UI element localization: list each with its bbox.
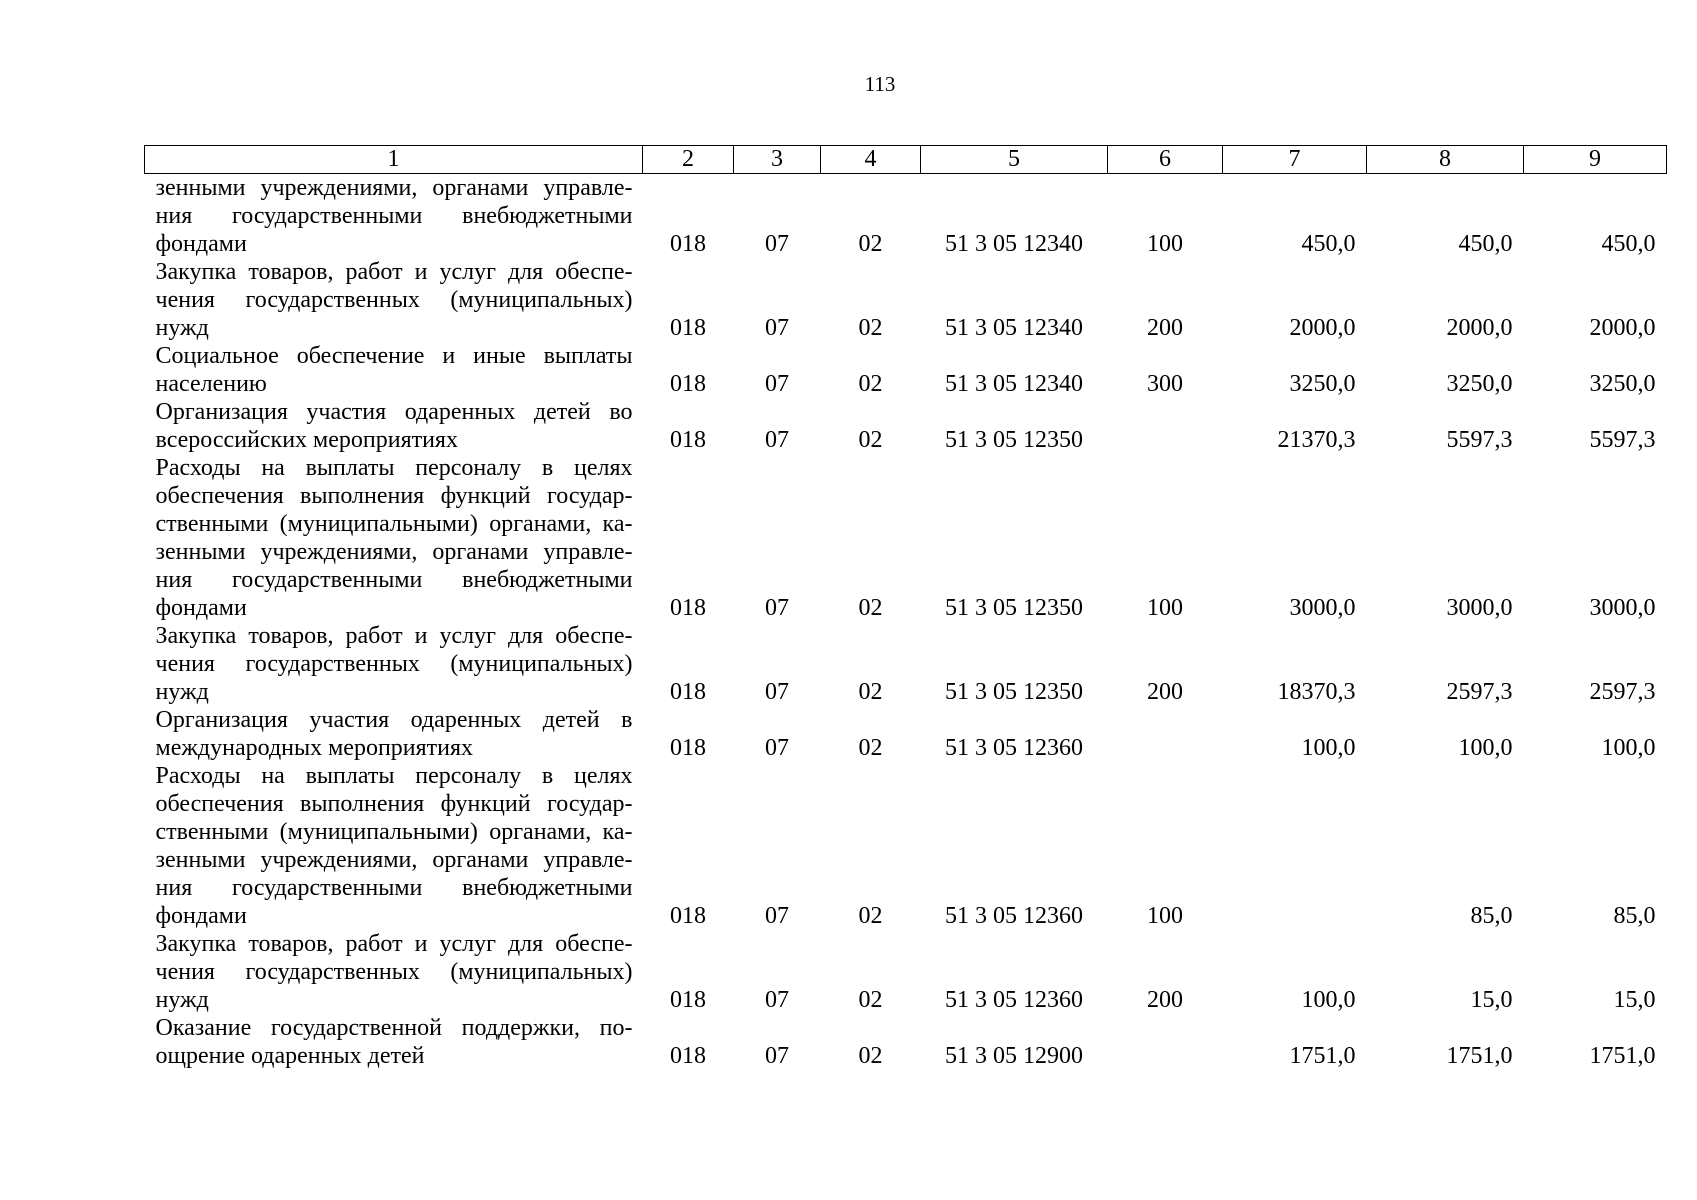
description-line: фондами xyxy=(155,595,247,621)
target-article-cell: 51 3 05 12350 xyxy=(945,427,1083,453)
header-col-2: 2 xyxy=(643,146,734,174)
description-line: фондами xyxy=(155,231,247,257)
amount-col-8-cell: 85,0 xyxy=(1470,903,1513,929)
subsection-cell: 02 xyxy=(858,371,883,397)
subsection-cell: 02 xyxy=(858,735,883,761)
amount-col-7-cell: 3000,0 xyxy=(1289,595,1356,621)
amount-col-7-cell: 1751,0 xyxy=(1289,1043,1356,1069)
target-article-cell: 51 3 05 12900 xyxy=(945,1043,1083,1069)
table-row xyxy=(145,398,1667,454)
table-row xyxy=(145,930,1667,1014)
amount-col-9-cell: 100,0 xyxy=(1601,735,1656,761)
row-description xyxy=(145,762,643,930)
header-col-4: 4 xyxy=(821,146,921,174)
admin-code-cell: 018 xyxy=(670,903,706,929)
section-cell: 07 xyxy=(765,987,789,1013)
amount-col-9-cell: 2000,0 xyxy=(1589,315,1656,341)
target-article-cell: 51 3 05 12340 xyxy=(945,371,1083,397)
description-line: Закупка товаров, работ и услуг для обеспе- xyxy=(155,931,633,957)
amount-col-8-cell: 15,0 xyxy=(1470,987,1513,1013)
description-line: чения государственных (муниципальных) xyxy=(155,959,633,985)
target-article-cell: 51 3 05 12350 xyxy=(945,679,1083,705)
table-row xyxy=(145,174,1667,259)
header-col-9: 9 xyxy=(1524,146,1667,174)
table-row xyxy=(145,258,1667,342)
description-line: ственными (муниципальными) органами, ка- xyxy=(155,511,633,537)
target-article-cell: 51 3 05 12360 xyxy=(945,735,1083,761)
header-col-3: 3 xyxy=(734,146,821,174)
description-line: зенными учреждениями, органами управле- xyxy=(155,175,633,201)
expense-type-cell xyxy=(1108,706,1223,762)
subsection-cell: 02 xyxy=(858,315,883,341)
amount-col-7-cell: 2000,0 xyxy=(1289,315,1356,341)
admin-code-cell: 018 xyxy=(670,987,706,1013)
subsection-cell: 02 xyxy=(858,231,883,257)
description-line: Закупка товаров, работ и услуг для обеспе- xyxy=(155,623,633,649)
amount-col-7-cell xyxy=(1223,762,1367,930)
expense-type-cell xyxy=(1108,398,1223,454)
expense-type-cell: 200 xyxy=(1147,987,1183,1013)
header-row xyxy=(145,146,1667,174)
section-cell: 07 xyxy=(765,735,789,761)
row-description xyxy=(145,622,643,706)
admin-code-cell: 018 xyxy=(670,315,706,341)
amount-col-7-cell: 18370,3 xyxy=(1277,679,1356,705)
section-cell: 07 xyxy=(765,1043,789,1069)
table-row xyxy=(145,1014,1667,1070)
section-cell: 07 xyxy=(765,595,789,621)
amount-col-9-cell: 450,0 xyxy=(1601,231,1656,257)
row-description xyxy=(145,258,643,342)
expense-type-cell: 100 xyxy=(1147,231,1183,257)
description-line: нужд xyxy=(155,679,209,705)
amount-col-9-cell: 5597,3 xyxy=(1589,427,1656,453)
target-article-cell: 51 3 05 12350 xyxy=(945,595,1083,621)
admin-code-cell: 018 xyxy=(670,679,706,705)
description-line: фондами xyxy=(155,903,247,929)
header-col-7: 7 xyxy=(1223,146,1367,174)
admin-code-cell: 018 xyxy=(670,1043,706,1069)
amount-col-8-cell: 5597,3 xyxy=(1446,427,1513,453)
amount-col-7-cell: 21370,3 xyxy=(1277,427,1356,453)
target-article-cell: 51 3 05 12340 xyxy=(945,315,1083,341)
description-line: Расходы на выплаты персоналу в целях xyxy=(155,455,633,481)
target-article-cell: 51 3 05 12360 xyxy=(945,903,1083,929)
expense-type-cell: 100 xyxy=(1147,595,1183,621)
table-row xyxy=(145,454,1667,622)
row-description xyxy=(145,174,643,259)
amount-col-8-cell: 1751,0 xyxy=(1446,1043,1513,1069)
description-line: Оказание государственной поддержки, по- xyxy=(155,1015,633,1041)
subsection-cell: 02 xyxy=(858,987,883,1013)
description-line: населению xyxy=(155,371,267,397)
table-body xyxy=(145,174,1667,1071)
expense-type-cell xyxy=(1108,1014,1223,1070)
amount-col-7-cell: 100,0 xyxy=(1301,735,1356,761)
row-description xyxy=(145,398,643,454)
table-row xyxy=(145,762,1667,930)
description-line: международных мероприятиях xyxy=(155,735,474,761)
header-col-1: 1 xyxy=(145,146,643,174)
description-line: ственными (муниципальными) органами, ка- xyxy=(155,819,633,845)
subsection-cell: 02 xyxy=(858,1043,883,1069)
table-row xyxy=(145,706,1667,762)
amount-col-9-cell: 2597,3 xyxy=(1589,679,1656,705)
description-line: нужд xyxy=(155,315,209,341)
expense-type-cell: 200 xyxy=(1147,679,1183,705)
description-line: обеспечения выполнения функций государ- xyxy=(155,791,633,817)
amount-col-8-cell: 3000,0 xyxy=(1446,595,1513,621)
description-line: ния государственными внебюджетными xyxy=(155,203,633,229)
subsection-cell: 02 xyxy=(858,595,883,621)
row-description xyxy=(145,454,643,622)
section-cell: 07 xyxy=(765,679,789,705)
description-line: всероссийских мероприятиях xyxy=(155,427,458,453)
description-line: Закупка товаров, работ и услуг для обеспе- xyxy=(155,259,633,285)
admin-code-cell: 018 xyxy=(670,371,706,397)
description-line: зенными учреждениями, органами управле- xyxy=(155,847,633,873)
table-row xyxy=(145,622,1667,706)
section-cell: 07 xyxy=(765,315,789,341)
description-line: чения государственных (муниципальных) xyxy=(155,287,633,313)
amount-col-9-cell: 3000,0 xyxy=(1589,595,1656,621)
target-article-cell: 51 3 05 12340 xyxy=(945,231,1083,257)
header-col-5: 5 xyxy=(921,146,1108,174)
description-line: зенными учреждениями, органами управле- xyxy=(155,539,633,565)
description-line: Социальное обеспечение и иные выплаты xyxy=(155,343,633,369)
section-cell: 07 xyxy=(765,903,789,929)
description-line: ния государственными внебюджетными xyxy=(155,875,633,901)
description-line: чения государственных (муниципальных) xyxy=(155,651,633,677)
admin-code-cell: 018 xyxy=(670,231,706,257)
description-line: ощрение одаренных детей xyxy=(155,1043,425,1069)
section-cell: 07 xyxy=(765,427,789,453)
amount-col-8-cell: 2000,0 xyxy=(1446,315,1513,341)
amount-col-8-cell: 100,0 xyxy=(1458,735,1513,761)
section-cell: 07 xyxy=(765,371,789,397)
subsection-cell: 02 xyxy=(858,427,883,453)
expense-type-cell: 200 xyxy=(1147,315,1183,341)
table-header xyxy=(145,146,1667,174)
amount-col-8-cell: 450,0 xyxy=(1458,231,1513,257)
table-row xyxy=(145,342,1667,398)
admin-code-cell: 018 xyxy=(670,735,706,761)
budget-table xyxy=(144,145,1667,1070)
row-description xyxy=(145,930,643,1014)
description-line: нужд xyxy=(155,987,209,1013)
subsection-cell: 02 xyxy=(858,679,883,705)
header-col-6: 6 xyxy=(1108,146,1223,174)
amount-col-9-cell: 1751,0 xyxy=(1589,1043,1656,1069)
description-line: обеспечения выполнения функций государ- xyxy=(155,483,633,509)
subsection-cell: 02 xyxy=(858,903,883,929)
description-line: Организация участия одаренных детей в xyxy=(155,707,633,733)
row-description xyxy=(145,1014,643,1070)
amount-col-9-cell: 3250,0 xyxy=(1589,371,1656,397)
target-article-cell: 51 3 05 12360 xyxy=(945,987,1083,1013)
section-cell: 07 xyxy=(765,231,789,257)
row-description xyxy=(145,342,643,398)
admin-code-cell: 018 xyxy=(670,595,706,621)
amount-col-9-cell: 15,0 xyxy=(1613,987,1656,1013)
amount-col-8-cell: 2597,3 xyxy=(1446,679,1513,705)
admin-code-cell: 018 xyxy=(670,427,706,453)
expense-type-cell: 300 xyxy=(1147,371,1183,397)
amount-col-7-cell: 3250,0 xyxy=(1289,371,1356,397)
amount-col-7-cell: 100,0 xyxy=(1301,987,1356,1013)
amount-col-9-cell: 85,0 xyxy=(1613,903,1656,929)
row-description xyxy=(145,706,643,762)
description-line: Расходы на выплаты персоналу в целях xyxy=(155,763,633,789)
amount-col-7-cell: 450,0 xyxy=(1301,231,1356,257)
header-col-8: 8 xyxy=(1367,146,1524,174)
amount-col-8-cell: 3250,0 xyxy=(1446,371,1513,397)
description-line: Организация участия одаренных детей во xyxy=(155,399,633,425)
expense-type-cell: 100 xyxy=(1147,903,1183,929)
description-line: ния государственными внебюджетными xyxy=(155,567,633,593)
page-number: 113 xyxy=(864,72,896,96)
